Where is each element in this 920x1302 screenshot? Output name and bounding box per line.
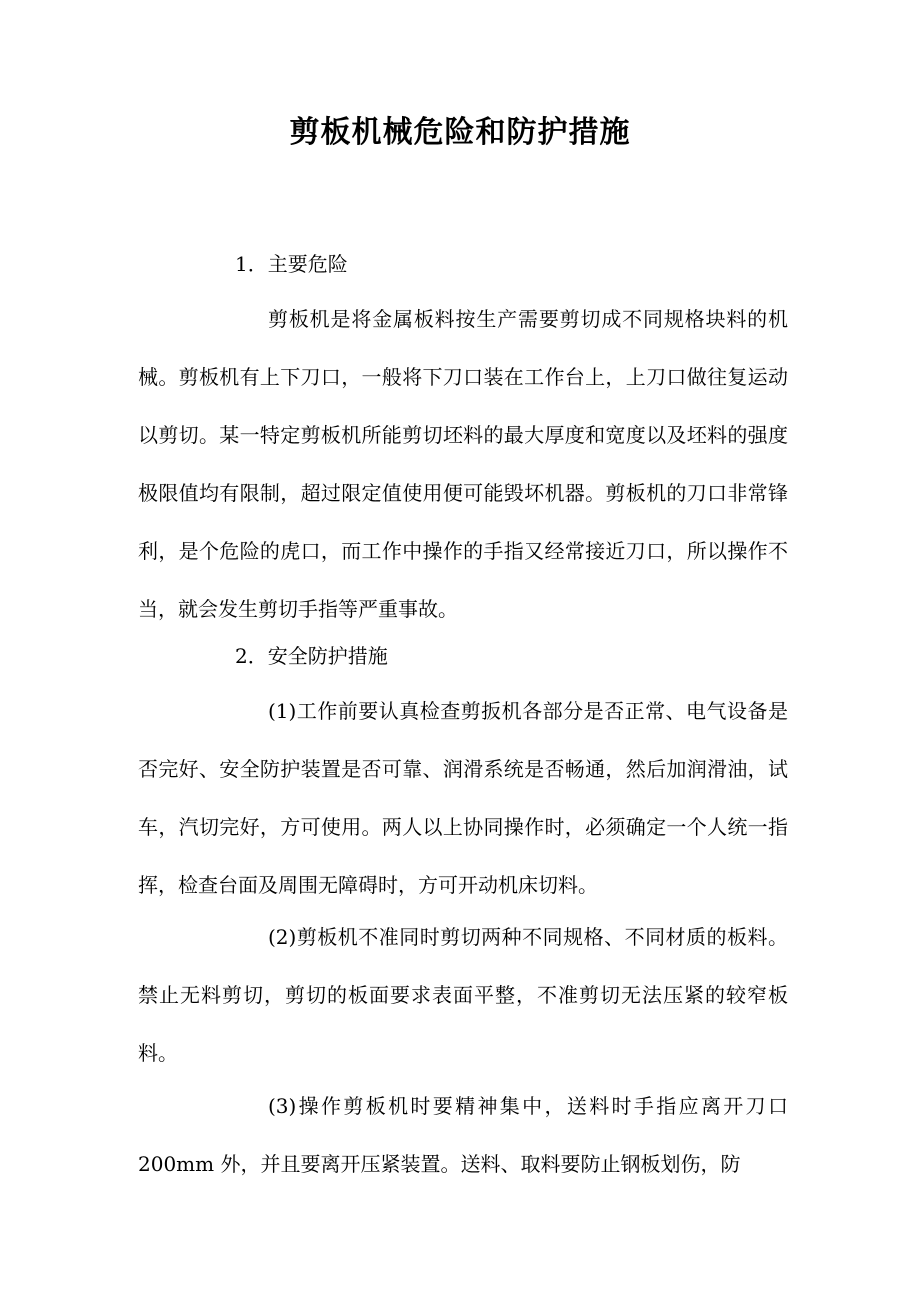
section-heading-main-hazards: 1．主要危险 bbox=[235, 252, 348, 276]
section-heading-safety-measures: 2．安全防护措施 bbox=[235, 644, 388, 668]
paragraph-measure-3: (3)操作剪板机时要精神集中，送料时手指应离开刀口200mm 外，并且要离开压紧装置。送料、取料要防止钢板划伤，防 bbox=[138, 1094, 788, 1176]
document-title: 剪板机械危险和防护措施 bbox=[289, 115, 631, 150]
paragraph-measure-2: (2)剪板机不准同时剪切两种不同规格、不同材质的板料。禁止无料剪切，剪切的板面要求表面平整，不准剪切无法压紧的较窄板料。 bbox=[138, 925, 788, 1065]
paragraph-main-hazards: 剪板机是将金属板料按生产需要剪切成不同规格块料的机械。剪板机有上下刀口，一般将下刀口装在工作台上，上刀口做往复运动以剪切。某一特定剪板机所能剪切坯料的最大厚度和宽度以及坯料的强度极限值均有限制，超过限定值使用便可能毁坏机器。剪板机的刀口非常锋利，是个危险的虎口，而工作中操作的手指又经常接近刀口，所以操作不当，就会发生剪切手指等严重事故。 bbox=[138, 307, 788, 621]
paragraph-measure-1: (1)工作前要认真检查剪扳机各部分是否正常、电气设备是否完好、安全防护装置是否可靠、润滑系统是否畅通，然后加润滑油，试车，汽切完好，方可使用。两人以上协同操作时，必须确定一个人统一指挥，检查台面及周围无障碍时，方可开动机床切料。 bbox=[138, 699, 788, 897]
